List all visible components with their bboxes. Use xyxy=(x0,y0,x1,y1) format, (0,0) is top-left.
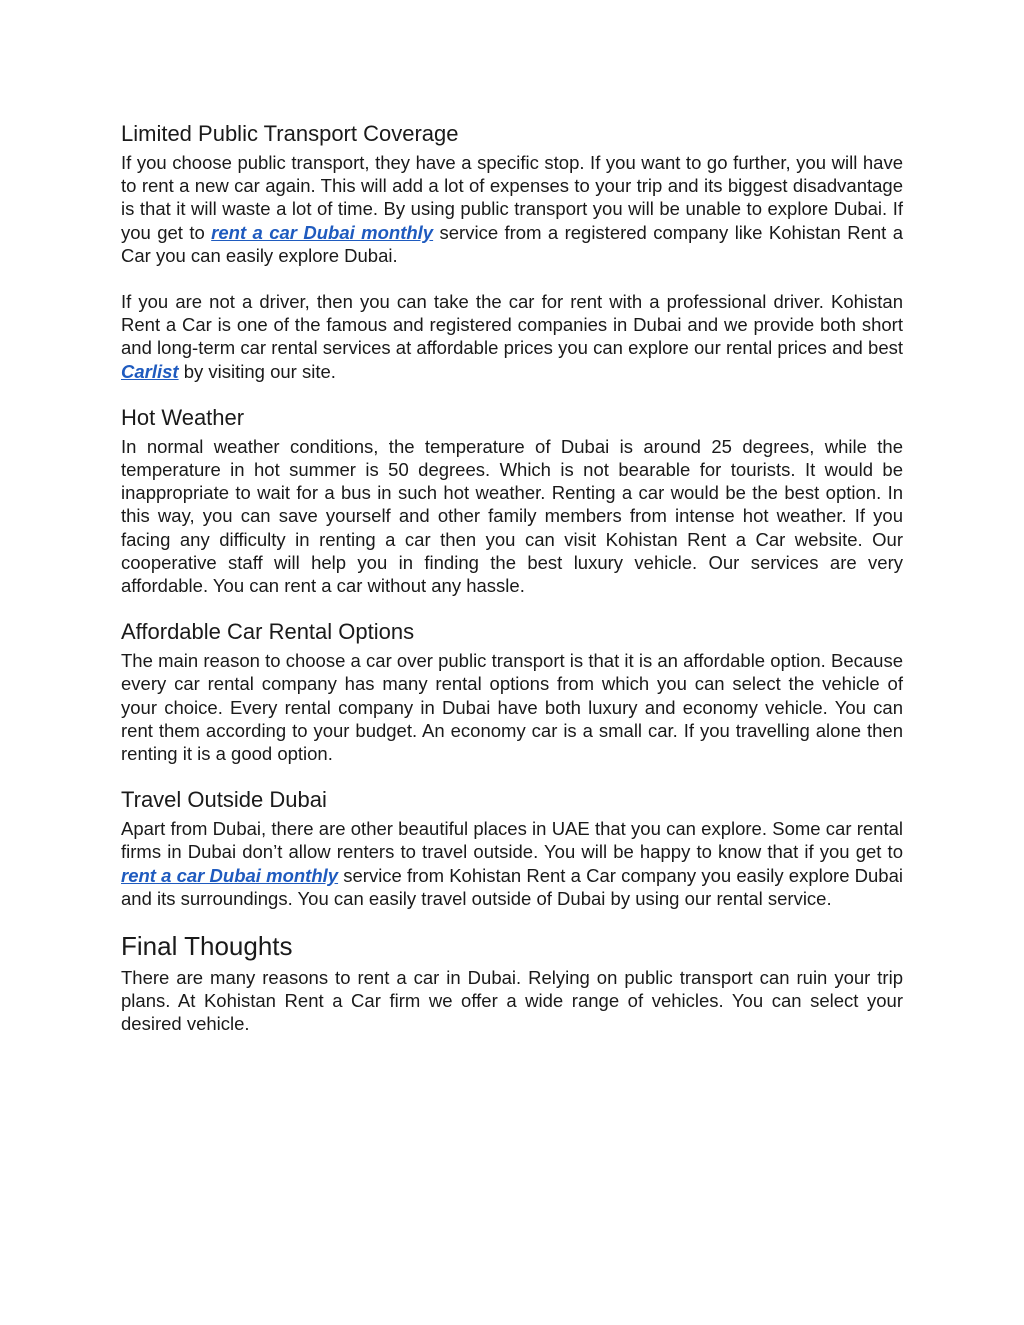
paragraph-text: service from a registered company like Kohistan Rent a Car you can easily explore Dubai. xyxy=(121,221,904,266)
section-spacer xyxy=(121,910,903,929)
rent-a-car-dubai-monthly-link[interactable]: rent a car Dubai monthly xyxy=(211,221,434,243)
paragraph-text: service from Kohistan Rent a Car company you easily explore Dubai and its surroundings. You can easily travel outside of Dubai by using our rental service. xyxy=(121,864,903,909)
section-spacer xyxy=(121,383,903,404)
section-heading-limited-transport: Limited Public Transport Coverage xyxy=(121,121,459,146)
section-spacer xyxy=(121,765,903,786)
paragraph-text: Apart from Dubai, there are other beautiful places in UAE that you can explore. Some car rental firms in Dubai don’t allow renters to travel outside. You will be happy to know that if you get to xyxy=(121,818,903,863)
paragraph-limited-transport-2 xyxy=(121,290,903,383)
paragraph-final-thoughts: There are many reasons to rent a car in Dubai. Relying on public transport can ruin your trip plans. At Kohistan Rent a Car firm we offer a wide range of vehicles. You can select your desired vehicle. xyxy=(121,967,903,1035)
section-heading-hot-weather: Hot Weather xyxy=(121,404,245,430)
paragraph-text: by visiting our site. xyxy=(178,360,336,382)
paragraph-affordable-options: The main reason to choose a car over public transport is that it is an affordable option. Because every car rental company has many rental options from which you can select the vehicle of your choice. Every rental company in Dubai have both luxury and economy vehicle. You can rent them according to your budget. An economy car is a small car. If you travelling alone then renting it is a good option. xyxy=(121,650,903,765)
paragraph-text: If you are not a driver, then you can take the car for rent with a professional driver. Kohistan Rent a Car is one of the famous and registered companies in Dubai and we provide both short and long-term car rental services at affordable prices you can explore our rental prices and best xyxy=(121,291,903,359)
paragraph-text: If you choose public transport, they have a specific stop. If you want to go further, you will have to rent a new car again. This will add a lot of expenses to your trip and its biggest disadvantage is that it will waste a lot of time. By using public transport you will be unable to explore Dubai. If you get to xyxy=(121,152,903,243)
paragraph-hot-weather: In normal weather conditions, the temperature of Dubai is around 25 degrees, while the temperature in hot summer is 50 degrees. Which is not bearable for tourists. It would be inappropriate to wait for a bus in such hot weather. Renting a car would be the best option. In this way, you can save yourself and other family members from intense hot weather. If you facing any difficulty in renting a car then you can visit Kohistan Rent a Car website. Our cooperative staff will help you in finding the best luxury vehicle. Our services are very affordable. You can rent a car without any hassle. xyxy=(121,435,903,597)
paragraph-spacer xyxy=(121,267,903,290)
section-spacer xyxy=(121,597,903,618)
paragraph-travel-outside xyxy=(121,817,903,910)
section-heading-affordable-options: Affordable Car Rental Options xyxy=(121,619,415,645)
carlist-link[interactable]: Carlist xyxy=(121,360,179,382)
section-heading-travel-outside: Travel Outside Dubai xyxy=(121,787,327,813)
paragraph-limited-transport-1 xyxy=(121,151,903,267)
document-page xyxy=(121,120,903,1036)
rent-a-car-dubai-monthly-link-2[interactable]: rent a car Dubai monthly xyxy=(121,864,339,886)
section-heading-final-thoughts: Final Thoughts xyxy=(121,931,293,962)
